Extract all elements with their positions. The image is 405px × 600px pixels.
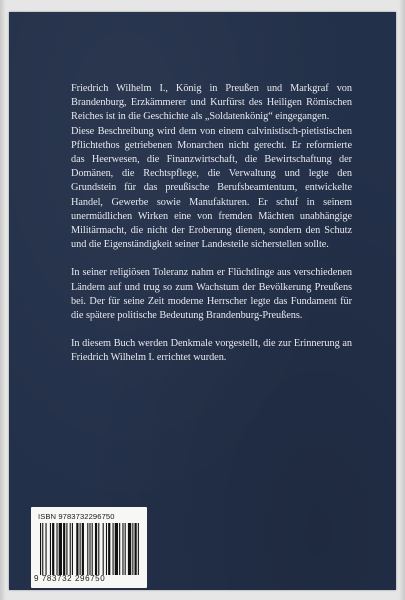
barcode-bar [128,523,131,575]
barcode-bar [138,523,139,575]
barcode-bar [82,523,84,575]
barcode-bar [45,523,46,575]
barcode-bar [76,523,78,575]
barcode-bar [132,523,133,575]
blurb-paragraph-1b: Diese Beschreibung wird dem von einem calvinistisch-pietistischen Pflichtethos getriebenen Monarchen nicht gerecht. Er reformierte das Heerwesen, die Finanzwirtschaft, die Bewirtschaftung der Domänen, die Rechtspflege, die Verwaltung und legte den Grundstein für das preußische Berufsbeamtentum, entwickelte Handel, Gewerbe sowie Manufakturen. Er schuf in seinem unermüdlichen Wirken eine von fremden Mächten unabhängige Militärmacht, die nicht der Eroberung dienen, sondern den Schutz und die Eigenständigkeit seiner Landesteile sicherstellen sollte. [71,125,352,251]
barcode-bar [113,523,114,575]
barcode-bar [66,523,67,575]
barcode-bar [63,523,65,575]
barcode-bar [72,523,73,575]
blurb-text [71,82,352,380]
barcode-bar [125,523,126,575]
barcode-bar [95,523,97,575]
barcode-bar [87,523,88,575]
barcode-bar [98,523,99,575]
barcode-bar [119,523,120,575]
isbn-number: ISBN 9783732296750 [38,512,115,521]
barcode-bar [70,523,71,575]
barcode-bar [50,523,51,575]
barcode-bar [56,523,57,575]
book-back-cover [9,12,396,590]
barcode-bar [115,523,118,575]
barcode-bar [40,523,41,575]
barcode-bar [59,523,62,575]
barcode-bar [80,523,81,575]
barcode-bar [103,523,104,575]
blurb-paragraph-1: Friedrich Wilhelm I., König in Preußen und Markgraf von Brandenburg, Erzkämmerer und Kurfürst des Heiligen Römischen Reiches ist in die Geschichte als „Soldatenkönig“ eingegangen. [71,83,352,123]
barcode-bar [122,523,123,575]
barcode-bar [89,523,90,575]
barcode-bar [106,523,107,575]
barcode-bar [108,523,110,575]
ean-digits: 9 783732 296750 [34,574,106,583]
barcode-label [31,507,147,588]
barcode-bar [42,523,43,575]
blurb-paragraph-3: In diesem Buch werden Denkmale vorgestellt, die zur Erinnerung an Friedrich Wilhelm I. errichtet wurden. [71,338,352,364]
barcode-icon [40,523,140,575]
barcode-bar [135,523,137,575]
barcode-bar [92,523,93,575]
barcode-bar [52,523,54,575]
blurb-paragraph-2: In seiner religiösen Toleranz nahm er Flüchtlinge aus verschiedenen Ländern auf und trug so zum Wachstum der Bevölkerung Preußens bei. Der für seine Zeit moderne Herrscher legte das Fundament für die spätere politische Bedeutung Brandenburg-Preußens. [71,267,352,322]
